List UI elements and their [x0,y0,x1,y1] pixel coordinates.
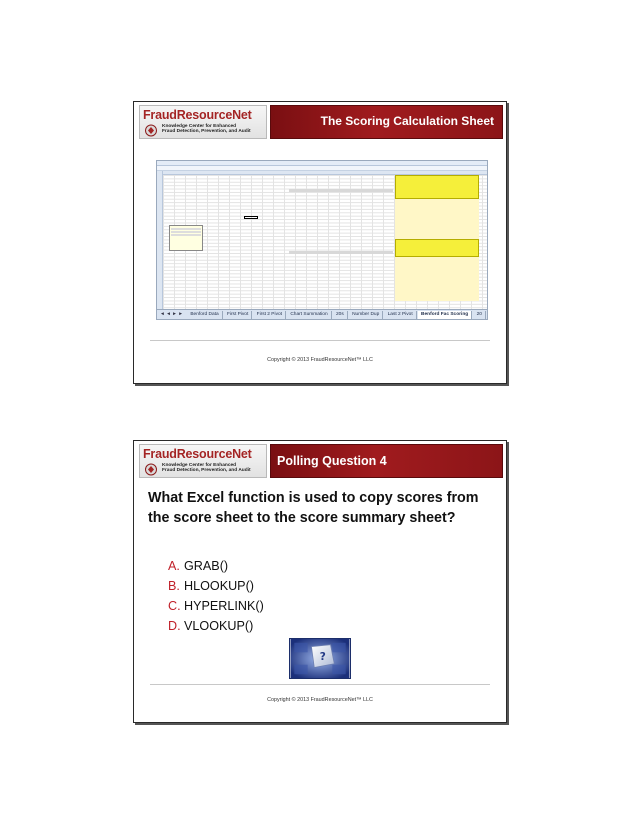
logo-mark-icon [144,463,158,476]
sheet-tab[interactable]: Last 2 Pivot [385,311,417,319]
footer-divider [150,340,490,341]
logo-tagline [162,124,251,134]
answer-option-b[interactable] [168,576,264,596]
score-column-block-1 [395,199,479,239]
title-band [270,444,503,478]
highlighted-header-block-2 [395,239,479,257]
logo-tagline-line-2: Fraud Detection, Prevention, and Audit [162,468,251,473]
option-text: HYPERLINK() [184,599,264,613]
logo-mark-icon [144,124,158,137]
answer-option-a[interactable] [168,556,264,576]
slide-title: The Scoring Calculation Sheet [320,114,494,128]
logo-tagline [162,463,251,473]
sheet-tab-active[interactable]: Benford Fac Scoring [418,311,472,319]
slide-scoring-calculation-sheet [133,101,507,384]
fraudresourcenet-logo [139,444,267,478]
answer-option-d[interactable] [168,616,264,636]
score-column-block-2 [395,257,479,301]
logo-tagline-line-1: Knowledge Center for Enhanced [162,463,237,468]
table-header-row-1 [289,189,393,192]
sheet-tab[interactable]: 20s [333,311,348,319]
logo-name: FraudResourceNet [143,447,252,461]
option-letter: D. [168,619,181,633]
logo-tagline-line-2: Fraud Detection, Prevention, and Audit [162,129,251,134]
table-header-row-2 [289,251,393,254]
answer-option-c[interactable] [168,596,264,616]
option-text: HLOOKUP() [184,579,254,593]
slide-header [134,441,506,481]
svg-text:?: ? [319,650,326,663]
slide-title: Polling Question 4 [277,454,387,468]
option-letter: C. [168,599,181,613]
highlighted-header-block-1 [395,175,479,199]
option-letter: A. [168,559,180,573]
sheet-tab[interactable]: Number Dup [349,311,383,319]
sheet-tab[interactable]: Chart Summation [287,311,331,319]
sheet-nav-arrows[interactable]: ◄ ◄ ► ► [160,312,183,317]
title-band [270,105,503,139]
option-text: GRAB() [184,559,229,573]
cell-comment-note [169,225,203,251]
slide-header [134,102,506,142]
spreadsheet-screenshot [156,160,488,320]
sheet-tab[interactable]: First Pivot [224,311,252,319]
option-text: VLOOKUP() [184,619,254,633]
answer-options [168,556,264,636]
option-letter: B. [168,579,180,593]
slide-polling-question-4 [133,440,507,723]
copyright-text: Copyright © 2013 FraudResourceNet™ LLC [267,697,373,703]
question-key-icon [289,638,351,679]
sheet-tabs [157,309,487,319]
sheet-tab[interactable]: First 2 Pivot [254,311,286,319]
poll-question: What Excel function is used to copy scores from the score sheet to the score summary sheet? [148,490,479,526]
selected-cell[interactable] [244,216,258,219]
fraudresourcenet-logo [139,105,267,139]
logo-tagline-line-1: Knowledge Center for Enhanced [162,124,237,129]
logo-name: FraudResourceNet [143,108,252,122]
sheet-tab[interactable]: Benford Data [187,311,222,319]
copyright-text: Copyright © 2013 FraudResourceNet™ LLC [267,357,373,363]
footer-divider [150,684,490,685]
sheet-tab[interactable]: 20 [474,311,486,319]
